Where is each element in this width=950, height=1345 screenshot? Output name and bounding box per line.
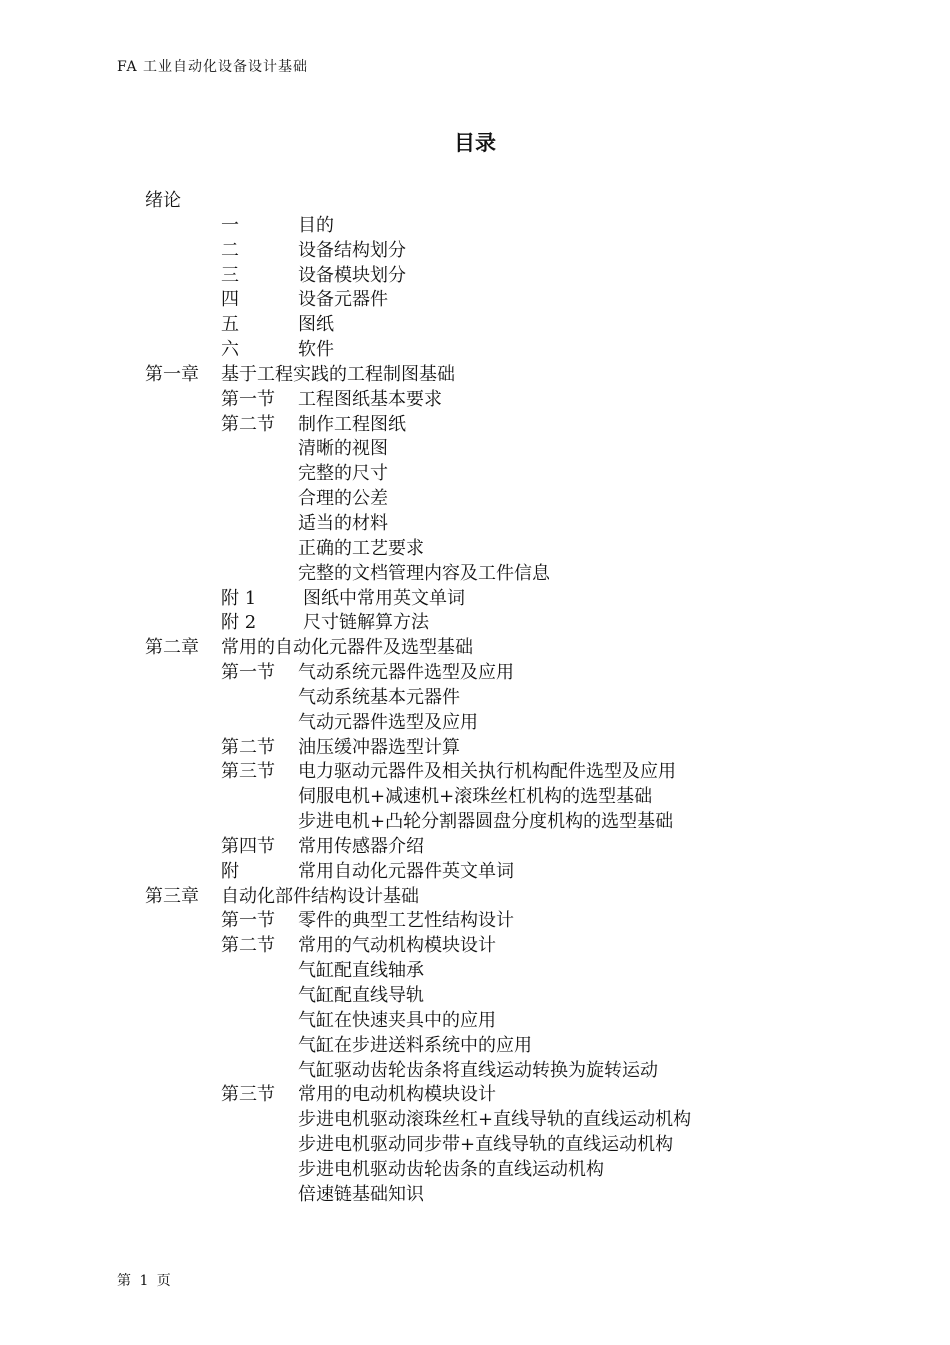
page-number: 第 1 页 bbox=[117, 1273, 173, 1289]
toc-entry-title: 气缸在步进送料系统中的应用 bbox=[298, 1034, 532, 1056]
toc-entry-number: 第三节 bbox=[221, 1084, 275, 1106]
toc-entry bbox=[0, 388, 950, 413]
toc-entry-number: 第一章 bbox=[145, 363, 199, 385]
toc-entry-number: 第二节 bbox=[221, 413, 275, 435]
toc-entry bbox=[0, 313, 950, 338]
toc-entry bbox=[0, 736, 950, 761]
toc-entry-number: 附 2 bbox=[221, 612, 257, 634]
toc-entry bbox=[0, 711, 950, 736]
toc-entry bbox=[0, 959, 950, 984]
page-title: 目录 bbox=[454, 131, 496, 155]
toc-entry-number: 三 bbox=[221, 264, 239, 286]
toc-entry bbox=[0, 810, 950, 835]
toc-entry-title: 常用自动化元器件英文单词 bbox=[298, 860, 514, 882]
toc-entry-number: 四 bbox=[221, 289, 239, 311]
toc-entry bbox=[0, 909, 950, 934]
toc-entry bbox=[0, 338, 950, 363]
toc-entry-title: 气动元器件选型及应用 bbox=[298, 711, 478, 733]
toc-entry bbox=[0, 885, 950, 910]
toc-entry-title: 自动化部件结构设计基础 bbox=[221, 885, 419, 907]
toc-entry-number: 第二节 bbox=[221, 935, 275, 957]
toc-entry bbox=[0, 636, 950, 661]
toc-entry-title: 正确的工艺要求 bbox=[298, 537, 424, 559]
toc-entry-title: 合理的公差 bbox=[298, 488, 388, 510]
table-of-contents bbox=[0, 189, 950, 1208]
toc-entry-number: 六 bbox=[221, 339, 239, 361]
toc-entry-number: 第一节 bbox=[221, 662, 275, 684]
toc-entry-title: 气动系统基本元器件 bbox=[298, 686, 460, 708]
toc-entry-number: 第四节 bbox=[221, 835, 275, 857]
toc-entry bbox=[0, 686, 950, 711]
toc-entry bbox=[0, 462, 950, 487]
toc-entry-number: 第一节 bbox=[221, 388, 275, 410]
toc-entry-title: 完整的尺寸 bbox=[298, 463, 388, 485]
toc-entry-title: 工程图纸基本要求 bbox=[298, 388, 442, 410]
toc-entry-title: 设备模块划分 bbox=[298, 264, 406, 286]
toc-entry bbox=[0, 611, 950, 636]
toc-entry-title: 步进电机驱动齿轮齿条的直线运动机构 bbox=[298, 1158, 604, 1180]
toc-entry-number: 第二章 bbox=[145, 637, 199, 659]
toc-entry bbox=[0, 587, 950, 612]
toc-entry-title: 常用传感器介绍 bbox=[298, 835, 424, 857]
toc-entry bbox=[0, 537, 950, 562]
toc-entry-title: 基于工程实践的工程制图基础 bbox=[221, 363, 455, 385]
toc-entry-title: 常用的电动机构模块设计 bbox=[298, 1084, 496, 1106]
toc-entry bbox=[0, 189, 950, 214]
toc-entry bbox=[0, 661, 950, 686]
toc-entry bbox=[0, 214, 950, 239]
toc-entry bbox=[0, 785, 950, 810]
toc-entry-title: 常用的自动化元器件及选型基础 bbox=[221, 637, 473, 659]
toc-entry-title: 气缸在快速夹具中的应用 bbox=[298, 1009, 496, 1031]
toc-entry bbox=[0, 562, 950, 587]
toc-entry-number: 第三章 bbox=[145, 885, 199, 907]
toc-entry-title: 清晰的视图 bbox=[298, 438, 388, 460]
toc-entry bbox=[0, 487, 950, 512]
toc-entry-title: 软件 bbox=[298, 339, 334, 361]
toc-entry-title: 绪论 bbox=[145, 190, 181, 211]
toc-entry-number: 五 bbox=[221, 314, 239, 336]
toc-entry bbox=[0, 934, 950, 959]
toc-entry-number: 附 1 bbox=[221, 587, 257, 609]
toc-entry bbox=[0, 1009, 950, 1034]
toc-entry-number: 第三节 bbox=[221, 761, 275, 783]
toc-entry-title: 电力驱动元器件及相关执行机构配件选型及应用 bbox=[298, 761, 676, 783]
toc-entry bbox=[0, 1083, 950, 1108]
toc-entry bbox=[0, 239, 950, 264]
toc-entry-title: 倍速链基础知识 bbox=[298, 1183, 424, 1205]
toc-entry bbox=[0, 437, 950, 462]
toc-entry bbox=[0, 760, 950, 785]
running-header: FA 工业自动化设备设计基础 bbox=[117, 59, 309, 75]
toc-entry-title: 气缸驱动齿轮齿条将直线运动转换为旋转运动 bbox=[298, 1059, 658, 1081]
toc-entry-title: 气动系统元器件选型及应用 bbox=[298, 662, 514, 684]
toc-entry bbox=[0, 413, 950, 438]
toc-entry-title: 气缸配直线导轨 bbox=[298, 985, 424, 1006]
toc-entry-number: 一 bbox=[221, 214, 239, 236]
toc-entry bbox=[0, 363, 950, 388]
toc-entry bbox=[0, 1108, 950, 1133]
toc-entry-title: 油压缓冲器选型计算 bbox=[298, 736, 460, 758]
toc-entry bbox=[0, 1183, 950, 1208]
toc-entry-title: 气缸配直线轴承 bbox=[298, 960, 424, 982]
toc-entry-title: 步进电机驱动滚珠丝杠+直线导轨的直线运动机构 bbox=[298, 1109, 692, 1131]
toc-entry-title: 伺服电机+减速机+滚珠丝杠机构的选型基础 bbox=[298, 786, 653, 808]
toc-entry-number: 第一节 bbox=[221, 910, 275, 932]
toc-entry bbox=[0, 1059, 950, 1084]
toc-entry-title: 制作工程图纸 bbox=[298, 413, 406, 435]
toc-entry-number: 第二节 bbox=[221, 736, 275, 758]
toc-entry bbox=[0, 288, 950, 313]
toc-entry-number: 附 bbox=[221, 860, 239, 882]
toc-entry-title: 零件的典型工艺性结构设计 bbox=[298, 910, 514, 932]
toc-entry bbox=[0, 1133, 950, 1158]
toc-entry bbox=[0, 512, 950, 537]
toc-entry bbox=[0, 835, 950, 860]
toc-entry-title: 完整的文档管理内容及工件信息 bbox=[298, 562, 550, 584]
toc-entry bbox=[0, 860, 950, 885]
toc-entry-title: 设备元器件 bbox=[298, 289, 388, 311]
toc-entry-title: 尺寸链解算方法 bbox=[303, 612, 429, 634]
toc-entry-title: 设备结构划分 bbox=[298, 239, 406, 261]
toc-entry-title: 图纸 bbox=[298, 314, 334, 336]
toc-entry bbox=[0, 1158, 950, 1183]
toc-entry-title: 常用的气动机构模块设计 bbox=[298, 935, 496, 957]
toc-entry bbox=[0, 984, 950, 1009]
toc-entry-title: 图纸中常用英文单词 bbox=[303, 587, 465, 609]
toc-entry-title: 适当的材料 bbox=[298, 512, 388, 534]
toc-entry-number: 二 bbox=[221, 239, 239, 261]
toc-entry-title: 目的 bbox=[298, 214, 334, 236]
toc-entry bbox=[0, 1034, 950, 1059]
toc-entry bbox=[0, 264, 950, 289]
toc-entry-title: 步进电机驱动同步带+直线导轨的直线运动机构 bbox=[298, 1134, 674, 1156]
toc-entry-title: 步进电机+凸轮分割器圆盘分度机构的选型基础 bbox=[298, 811, 674, 833]
